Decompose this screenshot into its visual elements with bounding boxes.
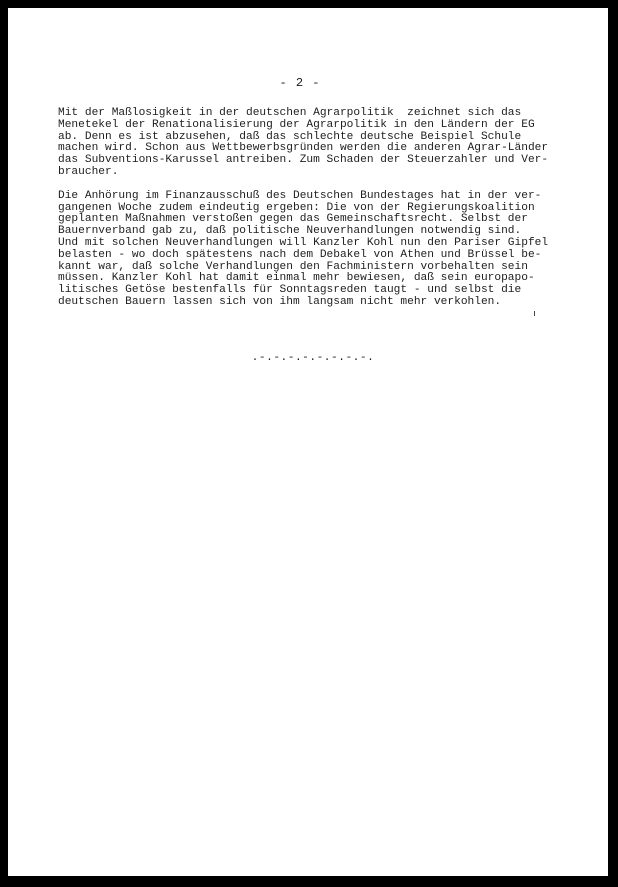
text-line: Und mit solchen Neuverhandlungen will Kanzler Kohl nun den Pariser Gipfel (58, 236, 549, 249)
document-page (8, 8, 608, 876)
page-number: - 2 - (279, 76, 321, 90)
paragraph-1 (58, 108, 588, 179)
text-line: das Subventions-Karussel antreiben. Zum Schaden der Steuerzahler und Ver- (58, 154, 549, 167)
text-line: deutschen Bauern lassen sich von ihm langsam nicht mehr verkohlen. (58, 295, 502, 308)
stray-mark (534, 311, 535, 316)
text-line: gangenen Woche zudem eindeutig ergeben: Die von der Regierungskoalition (58, 201, 535, 214)
text-line: machen wird. Schon aus Wettbewerbsgründen werden die anderen Agrar-Länder (58, 142, 549, 155)
paragraph-2 (58, 191, 588, 309)
text-line: Die Anhörung im Finanzausschuß des Deutschen Bundestages hat in der ver- (58, 189, 542, 202)
text-line: kannt war, daß solche Verhandlungen den Fachministern vorbehalten sein (58, 260, 528, 273)
closing-separator: .-.-.-.-.-.-.-.-. (251, 352, 375, 364)
text-line: ab. Denn es ist abzusehen, daß das schlechte deutsche Beispiel Schule (58, 130, 522, 143)
text-line: müssen. Kanzler Kohl hat damit einmal mehr bewiesen, daß sein europapo- (58, 272, 535, 285)
text-line: belasten - wo doch spätestens nach dem Debakel von Athen und Brüssel be- (58, 248, 542, 261)
text-line: braucher. (58, 165, 119, 178)
text-line: Mit der Maßlosigkeit in der deutschen Agrarpolitik zeichnet sich das (58, 107, 522, 119)
text-line: Bauernverband gab zu, daß politische Neuverhandlungen notwendig sind. (58, 225, 522, 238)
text-line: Menetekel der Renationalisierung der Agrarpolitik in den Ländern der EG (58, 118, 535, 131)
body-text (58, 108, 588, 321)
text-line: geplanten Maßnahmen verstoßen gegen das Gemeinschaftsrecht. Selbst der (58, 213, 528, 226)
text-line: litisches Getöse bestenfalls für Sonntagsreden taugt - und selbst die (58, 284, 522, 297)
